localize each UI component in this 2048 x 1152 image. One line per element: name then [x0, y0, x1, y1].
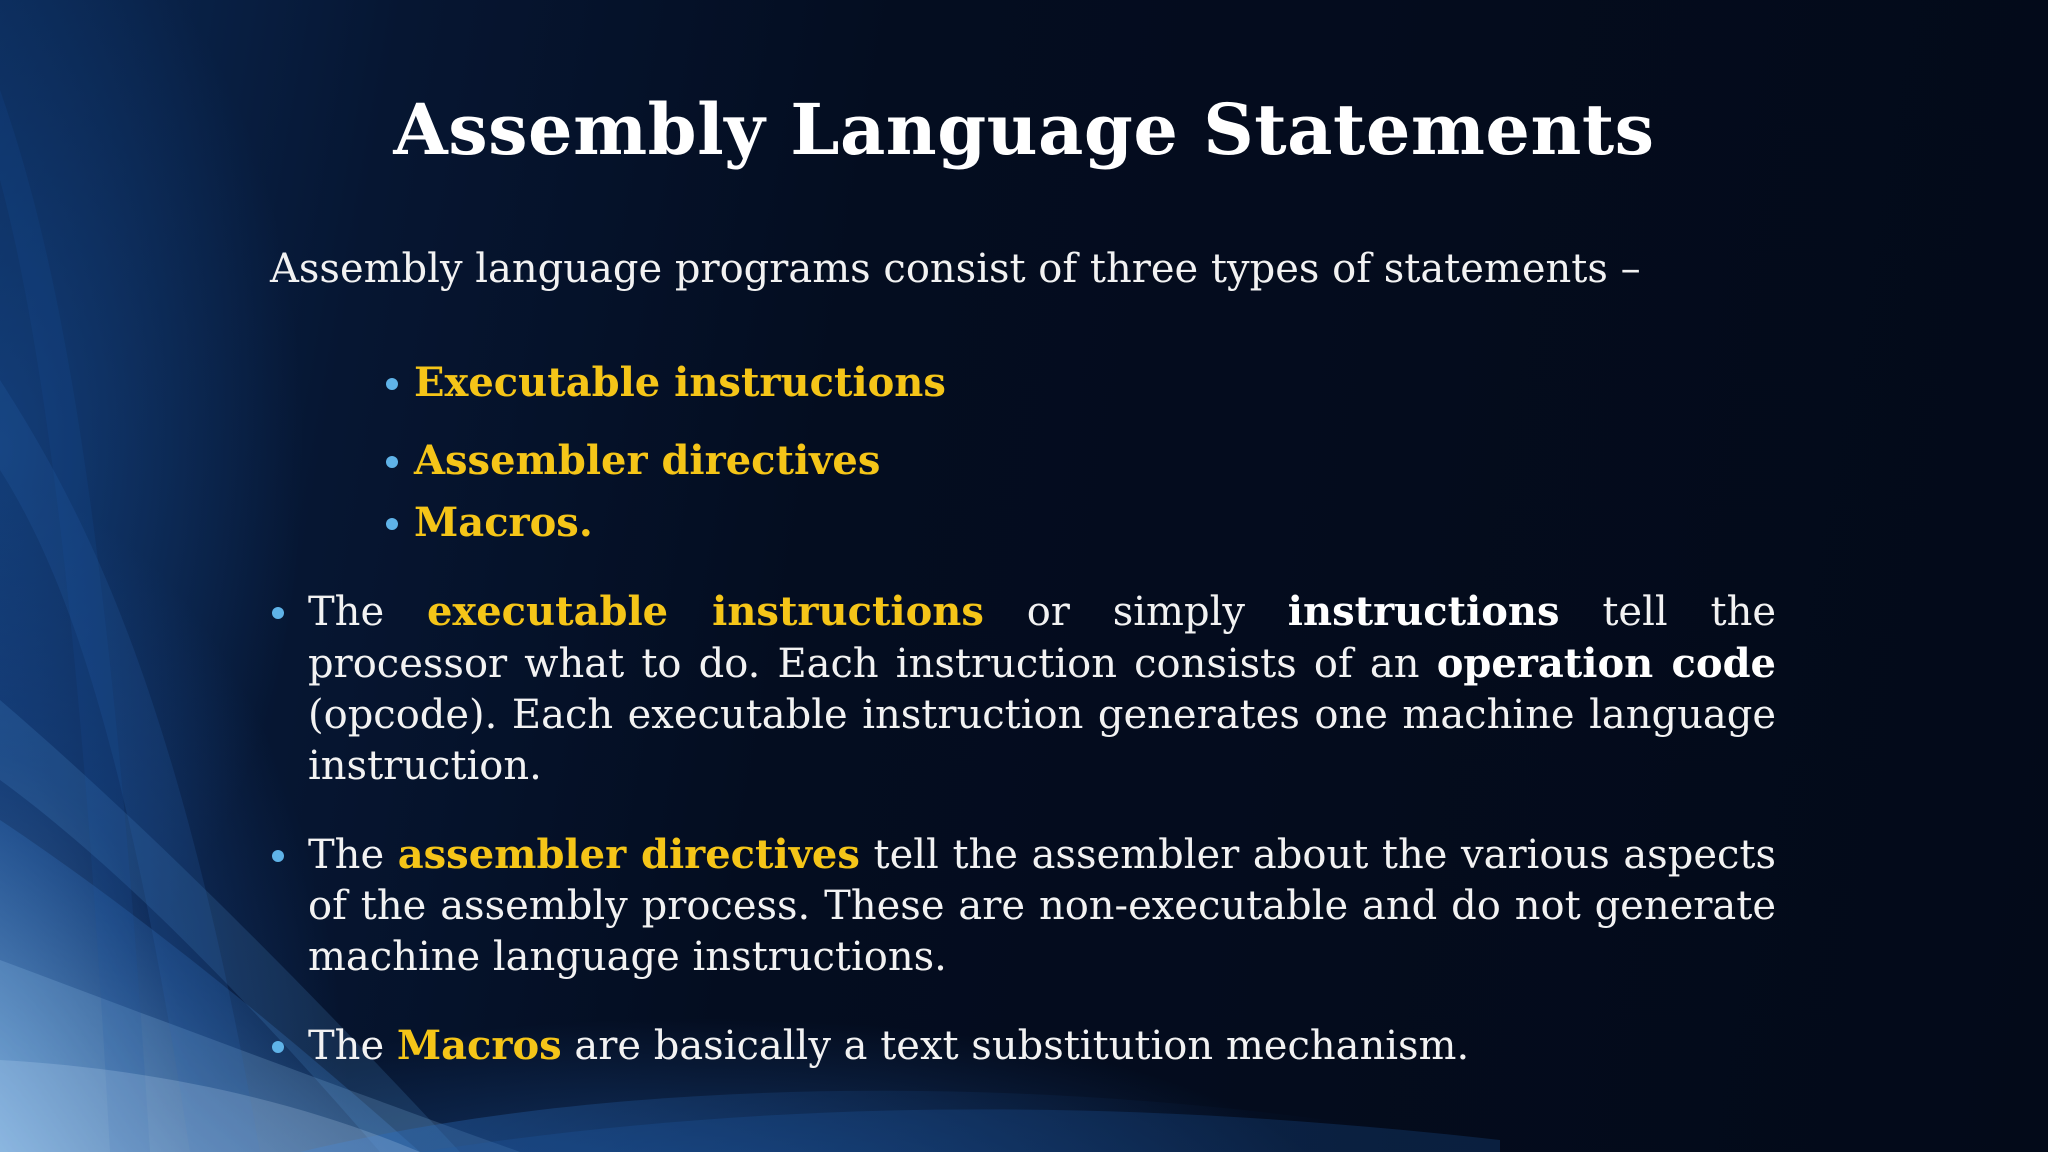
list-item: Assembler directives — [384, 430, 946, 492]
bullet-text: The — [308, 1023, 397, 1069]
slide-title: Assembly Language Statements — [393, 88, 1655, 171]
bullet-assembler-directives — [270, 829, 1776, 983]
list-item: Macros. — [384, 492, 946, 554]
statement-types-list — [384, 352, 946, 554]
list-item: Executable instructions — [384, 352, 946, 414]
bullet-text: tell the processor what to do. Each instruction consists of an — [308, 589, 1777, 687]
highlight-term: assembler directives — [397, 831, 860, 878]
highlight-term: Macros — [396, 1022, 562, 1069]
description-list — [270, 586, 1776, 1109]
highlight-term: executable instructions — [426, 588, 984, 635]
bullet-text: The — [308, 589, 427, 635]
intro-text: Assembly language programs consist of three types of statements – — [270, 246, 1641, 292]
bullet-macros — [270, 1020, 1776, 1072]
bold-term: instructions — [1287, 588, 1560, 635]
bullet-executable-instructions — [270, 586, 1776, 792]
bullet-text: (opcode). Each executable instruction generates one machine language instruction. — [308, 692, 1776, 789]
bullet-text: or simply — [983, 589, 1288, 635]
bullet-text: are basically a text substitution mechanism. — [561, 1023, 1470, 1069]
bold-term: operation code — [1436, 640, 1777, 687]
bullet-text: tell the assembler about the various aspects of the assembly process. These are non-executable and do not generate machine language instructions. — [308, 832, 1776, 980]
bullet-text: The — [308, 832, 398, 878]
